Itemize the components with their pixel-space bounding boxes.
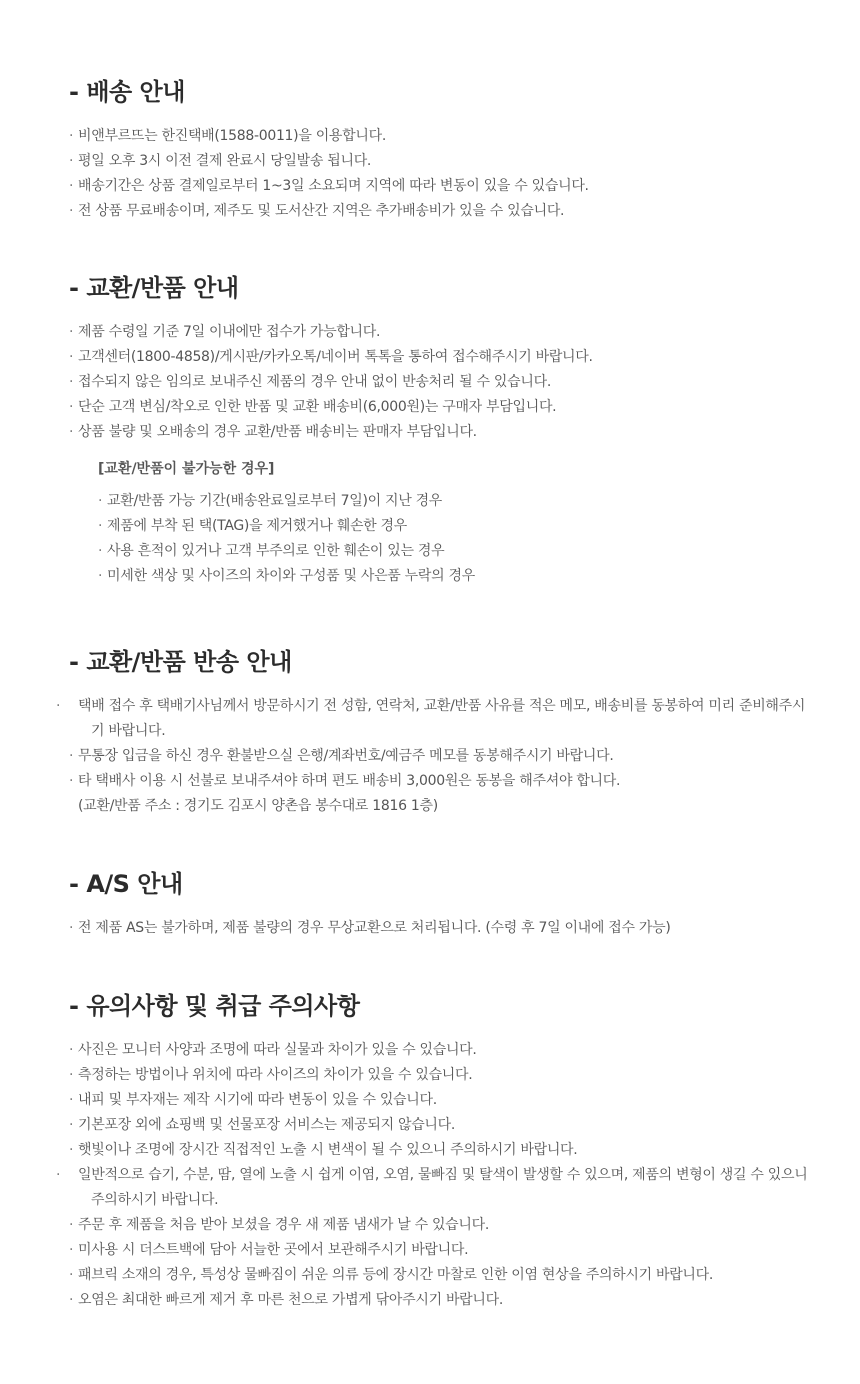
exchange-section [69, 271, 809, 589]
list-item: · 타 택배사 이용 시 선불로 보내주셔야 하며 편도 배송비 3,000원은 동봉을 해주셔야 합니다. [69, 769, 809, 794]
return-shipping-title: - 교환/반품 반송 안내 [69, 648, 292, 676]
list-item: · 일반적으로 습기, 수분, 땀, 열에 노출 시 쉽게 이염, 오염, 물빠짐 및 탈색이 발생할 수 있으며, 제품의 변형이 생길 수 있으니 주의하시기 바랍니다. [69, 1163, 809, 1213]
caution-list [69, 1038, 809, 1313]
list-item: · 접수되지 않은 임의로 보내주신 제품의 경우 안내 없이 반송처리 될 수 있습니다. [69, 370, 809, 395]
list-item: · 측정하는 방법이나 위치에 따라 사이즈의 차이가 있을 수 있습니다. [69, 1063, 809, 1088]
list-item: · 평일 오후 3시 이전 결제 완료시 당일발송 됩니다. [69, 149, 809, 174]
list-item: · 배송기간은 상품 결제일로부터 1~3일 소요되며 지역에 따라 변동이 있을 수 있습니다. [69, 174, 809, 199]
list-item: · 햇빛이나 조명에 장시간 직접적인 노출 시 변색이 될 수 있으니 주의하시기 바랍니다. [69, 1138, 809, 1163]
list-item: · 미세한 색상 및 사이즈의 차이와 구성품 및 사은품 누락의 경우 [98, 564, 809, 589]
list-item: · 미사용 시 더스트백에 담아 서늘한 곳에서 보관해주시기 바랍니다. [69, 1238, 809, 1263]
list-item: · 고객센터(1800-4858)/게시판/카카오톡/네이버 톡톡을 통하여 접수해주시기 바랍니다. [69, 345, 809, 370]
list-item: · 제품에 부착 된 택(TAG)을 제거했거나 훼손한 경우 [98, 514, 809, 539]
shipping-section [69, 75, 809, 224]
shipping-title: - 배송 안내 [69, 78, 185, 106]
return-shipping-list [69, 694, 809, 794]
list-item: · 오염은 최대한 빠르게 제거 후 마른 천으로 가볍게 닦아주시기 바랍니다. [69, 1288, 809, 1313]
list-item: · 패브릭 소재의 경우, 특성상 물빠짐이 쉬운 의류 등에 장시간 마찰로 인한 이염 현상을 주의하시기 바랍니다. [69, 1263, 809, 1288]
list-item: · 상품 불량 및 오배송의 경우 교환/반품 배송비는 판매자 부담입니다. [69, 420, 809, 445]
unavailable-cases [98, 457, 809, 589]
list-item: · 전 제품 AS는 불가하며, 제품 불량의 경우 무상교환으로 처리됩니다. (수령 후 7일 이내에 접수 가능) [69, 916, 809, 941]
list-item: · 주문 후 제품을 처음 받아 보셨을 경우 새 제품 냄새가 날 수 있습니다. [69, 1213, 809, 1238]
return-address-note: (교환/반품 주소 : 경기도 김포시 양촌읍 봉수대로 1816 1층) [78, 798, 438, 814]
list-item: · 제품 수령일 기준 7일 이내에만 접수가 가능합니다. [69, 320, 809, 345]
list-item: · 사진은 모니터 사양과 조명에 따라 실물과 차이가 있을 수 있습니다. [69, 1038, 809, 1063]
return-shipping-section [69, 645, 809, 819]
shipping-list [69, 124, 809, 224]
list-item: · 비앤부르뜨는 한진택배(1588-0011)을 이용합니다. [69, 124, 809, 149]
exchange-list [69, 320, 809, 445]
list-item: · 단순 고객 변심/착오로 인한 반품 및 교환 배송비(6,000원)는 구매자 부담입니다. [69, 395, 809, 420]
as-section [69, 867, 809, 941]
list-item: · 택배 접수 후 택배기사님께서 방문하시기 전 성함, 연락처, 교환/반품 사유를 적은 메모, 배송비를 동봉하여 미리 준비해주시기 바랍니다. [69, 694, 809, 744]
list-item: · 전 상품 무료배송이며, 제주도 및 도서산간 지역은 추가배송비가 있을 수 있습니다. [69, 199, 809, 224]
caution-section [69, 989, 809, 1313]
exchange-title: - 교환/반품 안내 [69, 274, 239, 302]
list-item: · 기본포장 외에 쇼핑백 및 선물포장 서비스는 제공되지 않습니다. [69, 1113, 809, 1138]
as-title: - A/S 안내 [69, 870, 183, 898]
list-item: · 내피 및 부자재는 제작 시기에 따라 변동이 있을 수 있습니다. [69, 1088, 809, 1113]
as-list [69, 916, 809, 941]
unavailable-list [98, 489, 809, 589]
caution-title: - 유의사항 및 취급 주의사항 [69, 992, 360, 1020]
unavailable-title: [교환/반품이 불가능한 경우] [98, 461, 275, 477]
list-item: · 사용 흔적이 있거나 고객 부주의로 인한 훼손이 있는 경우 [98, 539, 809, 564]
list-item: · 교환/반품 가능 기간(배송완료일로부터 7일)이 지난 경우 [98, 489, 809, 514]
list-item: · 무통장 입금을 하신 경우 환불받으실 은행/계좌번호/예금주 메모를 동봉해주시기 바랍니다. [69, 744, 809, 769]
